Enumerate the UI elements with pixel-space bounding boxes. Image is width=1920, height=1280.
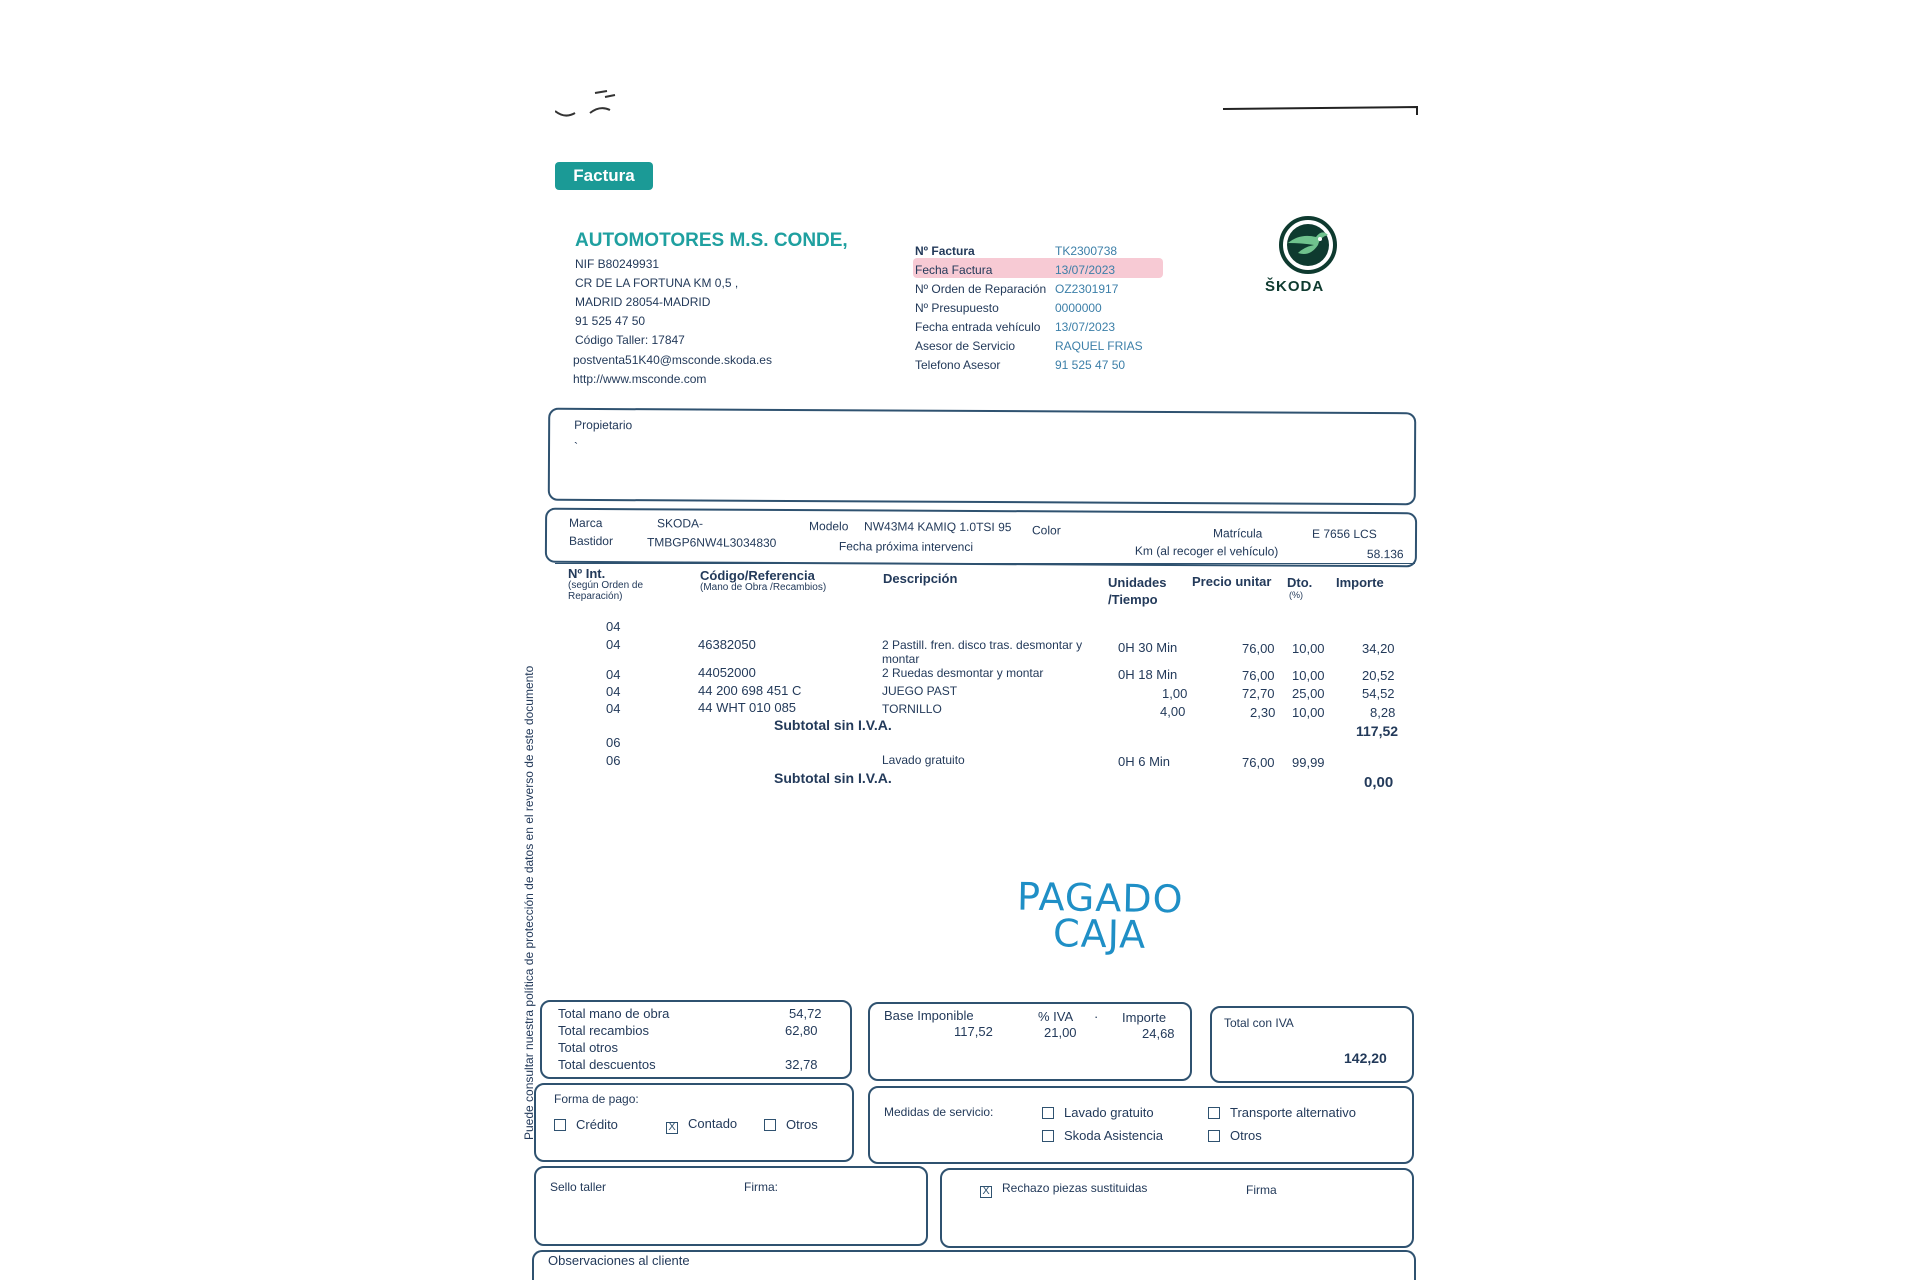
- company-email: postventa51K40@msconde.skoda.es: [573, 353, 772, 367]
- owner-label: Propietario: [574, 417, 633, 433]
- subtotal-label: Subtotal sin I.V.A.: [774, 770, 892, 786]
- vehicle-matricula: E 7656 LCS: [1311, 526, 1377, 542]
- col-header-codigo: Código/Referencia: [700, 568, 815, 583]
- total-iva-box: Total con IVA 142,20: [1210, 1006, 1414, 1083]
- paid-stamp: PAGADO CAJA: [1016, 874, 1184, 957]
- rechazo-box: X Rechazo piezas sustituidas Firma: [940, 1168, 1414, 1248]
- privacy-side-text: Puede consultar nuestra política de protección de datos en el reverso de este documento: [522, 665, 536, 1140]
- vehicle-bastidor: TMBGP6NW4L3034830: [646, 535, 777, 550]
- owner-box: [548, 408, 1416, 506]
- table-row: 04 46382050 2 Pastill. fren. disco tras. desmontar y montar 0H 30 Min 76,00 10,00 34,20: [606, 637, 1395, 666]
- company-nif: NIF B80249931: [575, 257, 660, 271]
- payment-option-otros[interactable]: Otros: [764, 1117, 818, 1132]
- col-header-unidades: Unidades /Tiempo: [1108, 575, 1167, 607]
- rechazo-checkbox[interactable]: X Rechazo piezas sustituidas: [980, 1181, 1147, 1198]
- vehicle-modelo: NW43M4 KAMIQ 1.0TSI 95: [864, 519, 1012, 535]
- payment-option-contado[interactable]: X Contado: [666, 1116, 737, 1134]
- document-type-badge: Factura: [555, 162, 653, 190]
- brand-name: ŠKODA: [1265, 278, 1325, 295]
- table-row: 06 Lavado gratuito 0H 6 Min 76,00 99,99: [606, 753, 1325, 770]
- service-option-asistencia[interactable]: Skoda Asistencia: [1042, 1128, 1163, 1143]
- company-phone: 91 525 47 50: [575, 314, 646, 328]
- company-address-line1: CR DE LA FORTUNA KM 0,5 ,: [575, 276, 739, 290]
- col-header-dto: Dto.: [1287, 575, 1313, 590]
- totals-box: Total mano de obra 54,72 Total recambios 62,80 Total otros Total descuentos 32,78: [540, 1000, 852, 1079]
- company-taller-code: Código Taller: 17847: [575, 333, 685, 347]
- table-row: 04 44052000 2 Ruedas desmontar y montar 0H 18 Min 76,00 10,00 20,52: [606, 665, 1395, 683]
- vehicle-km: 58.136: [1366, 547, 1404, 562]
- skoda-logo-icon: [1270, 215, 1346, 275]
- vehicle-marca: SKODA-: [657, 516, 704, 531]
- service-option-otros[interactable]: Otros: [1208, 1128, 1262, 1143]
- col-header-descripcion: Descripción: [883, 571, 958, 586]
- payment-option-credito[interactable]: Crédito: [554, 1117, 618, 1132]
- tax-rate: 21,00: [1044, 1025, 1077, 1040]
- table-row: 04 44 200 698 451 C JUEGO PAST 1,00 72,70 25,00 54,52: [606, 683, 1395, 701]
- col-header-nint: Nº Int.: [568, 566, 606, 581]
- subtotal-value: 117,52: [1356, 723, 1399, 739]
- subtotal-label: Subtotal sin I.V.A.: [774, 717, 892, 733]
- company-address-line2: MADRID 28054-MADRID: [575, 295, 711, 309]
- payment-box: Forma de pago: Crédito X Contado Otros: [534, 1083, 854, 1162]
- observaciones-box: Observaciones al cliente: [532, 1250, 1416, 1280]
- sello-box: Sello taller Firma:: [534, 1166, 928, 1246]
- company-website: http://www.msconde.com: [573, 372, 707, 386]
- table-row: 04: [606, 619, 621, 634]
- table-row: 04 44 WHT 010 085 TORNILLO 4,00 2,30 10,00 8,28: [606, 700, 1396, 720]
- col-header-importe: Importe: [1336, 575, 1384, 590]
- tax-box: Base Imponible % IVA · Importe 117,52 21,00 24,68: [868, 1002, 1192, 1081]
- table-header-line: [555, 563, 1415, 564]
- table-row: 06: [606, 735, 621, 750]
- service-option-lavado[interactable]: Lavado gratuito: [1042, 1105, 1154, 1120]
- service-box: Medidas de servicio: Lavado gratuito Transporte alternativo Skoda Asistencia Otros: [868, 1086, 1414, 1164]
- vehicle-box: Marca SKODA- Modelo NW43M4 KAMIQ 1.0TSI 95 Color Matrícula E 7656 LCS Bastidor TMBGP6NW4L3034830 Fecha próxima intervenci Km (al recoger el vehículo) 58.136: [545, 508, 1417, 568]
- company-name: AUTOMOTORES M.S. CONDE,: [575, 230, 848, 251]
- owner-value: `: [574, 439, 579, 454]
- total-iva-value: 142,20: [1344, 1050, 1387, 1066]
- service-option-transporte[interactable]: Transporte alternativo: [1208, 1105, 1356, 1120]
- col-header-precio: Precio unitar: [1192, 574, 1272, 589]
- subtotal-value: 0,00: [1364, 774, 1394, 791]
- tax-base: 117,52: [954, 1024, 993, 1039]
- scan-marks: [555, 85, 1455, 125]
- tax-amount: 24,68: [1142, 1026, 1175, 1041]
